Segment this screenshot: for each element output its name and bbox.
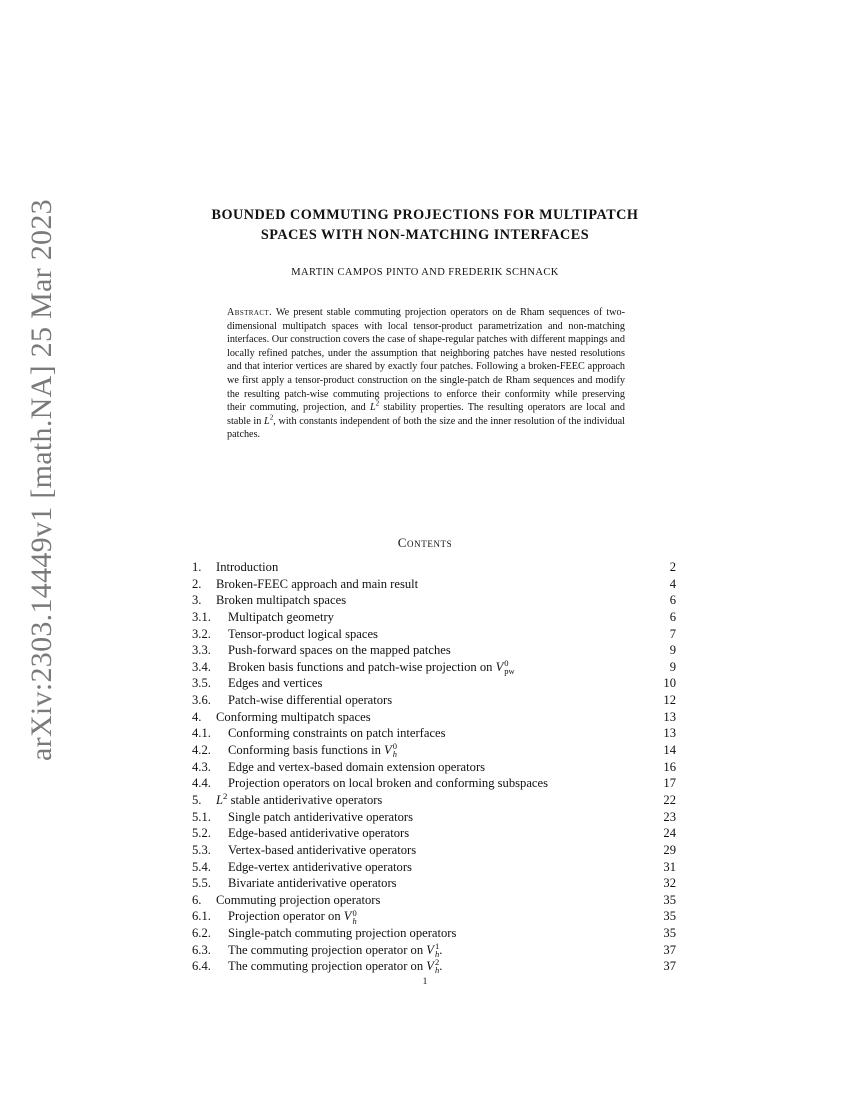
abstract-l2-symbol-2: L [264,415,270,427]
toc-entry-page: 35 [663,926,676,941]
abstract [227,306,625,442]
toc-entry[interactable] [192,675,676,692]
toc-entry[interactable] [192,609,676,626]
toc-entry[interactable] [192,942,676,959]
toc-entry-title [216,892,380,909]
toc-entry-page: 37 [663,942,676,957]
toc-entry-number: 3.2. [192,626,211,641]
paper-authors: MARTIN CAMPOS PINTO AND FREDERIK SCHNACK [291,267,559,278]
toc-math-superscript: 0 [392,741,397,752]
toc-entry-title [228,626,378,643]
toc-math-symbol: V [426,942,434,957]
toc-entry-title-text: Single patch antiderivative operators [228,809,413,824]
toc-entry-title [228,609,334,626]
abstract-text-part1: We present stable commuting projection operators on de Rham sequences of two-dimensional multipatch spaces with local tensor-product parametrization and non-matching interfaces. Our construction covers the case of shape-regular patches with different mappings and locally refined patches, under the assumption that neighboring patches have nested resolutions and that interior vertices are shared by exactly four patches. Following a broken-FEEC approach we first apply a tensor-product construction on the single-patch de Rham sequences and modify the resulting patch-wise commuting projections to enforce their conformity while preserving their commuting, projection, and [227,307,625,414]
abstract-text-part3: , with constants independent of both the size and the inner resolution of the individual patches. [227,415,625,441]
toc-entry[interactable] [192,908,676,925]
toc-entry-page: 29 [663,842,676,857]
toc-entry-title-text: Patch-wise differential operators [228,693,393,708]
toc-entry-number: 6.2. [192,926,211,941]
toc-entry-title-tail: . [439,959,443,974]
toc-entry[interactable] [192,775,676,792]
toc-entry-page: 13 [663,726,676,741]
toc-entry[interactable] [192,958,676,975]
abstract-l2-exponent: 2 [375,399,380,408]
title-line-1: BOUNDED COMMUTING PROJECTIONS FOR MULTIPATCH [211,207,639,223]
contents-heading: Contents [397,535,453,550]
toc-entry-page: 23 [663,809,676,824]
toc-entry[interactable] [192,842,676,859]
toc-entry[interactable] [192,875,676,892]
toc-math-symbol: L [216,792,224,807]
toc-entry-number: 4. [192,709,202,724]
toc-entry-title-text: The commuting projection operator on [228,942,427,957]
toc-entry-title [228,775,548,792]
toc-entry-title-text: Broken multipatch spaces [216,593,347,608]
toc-entry-number: 4.1. [192,726,211,741]
toc-entry-number: 4.3. [192,759,211,774]
toc-entry-title-text: Broken-FEEC approach and main result [216,576,419,591]
toc-math-subscript: pw [504,665,515,676]
toc-entry-title [228,859,412,876]
toc-entry-title [228,809,413,826]
toc-entry-title [228,925,456,942]
toc-entry-title-text: Projection operators on local broken and conforming subspaces [228,776,549,791]
toc-entry-page: 4 [669,576,676,591]
toc-entry-page: 10 [663,676,676,691]
toc-entry-title-text: Edges and vertices [228,676,323,691]
toc-entry-title [216,559,278,576]
toc-entry-title-text: Vertex-based antiderivative operators [228,842,417,857]
toc-entry-title [228,908,357,925]
toc-entry[interactable] [192,725,676,742]
toc-entry-number: 3.4. [192,659,211,674]
toc-entry-number: 5.4. [192,859,211,874]
toc-entry-title-text: The commuting projection operator on [228,959,427,974]
page-number: 1 [422,977,428,987]
toc-math-symbol: V [384,743,392,758]
toc-entry-number: 3.1. [192,609,211,624]
toc-entry[interactable] [192,825,676,842]
toc-entry[interactable] [192,626,676,643]
toc-entry-page: 9 [669,643,676,658]
abstract-heading: Abstract. [227,307,273,318]
toc-entry[interactable] [192,709,676,726]
toc-entry-title-text: Multipatch geometry [228,609,334,624]
toc-math-symbol: V [343,909,352,924]
arxiv-identifier-text: arXiv:2303.14449v1 [math.NA] 25 Mar 2023 [25,199,58,761]
toc-math-subscript: h [352,915,357,926]
toc-entry-title-text: Single-patch commuting projection operators [228,926,457,941]
toc-entry-number: 5. [192,792,202,807]
toc-entry[interactable] [192,576,676,593]
toc-math-superscript: 0 [352,907,357,918]
toc-entry-title-text: Conforming basis functions in [228,743,385,758]
toc-entry-title-text: Commuting projection operators [216,892,381,907]
toc-entry-title [228,692,392,709]
toc-entry-page: 35 [663,909,676,924]
toc-entry-title [228,759,485,776]
toc-entry-title [228,675,322,692]
arxiv-identifier-stamp [0,0,70,1100]
toc-entry-title-text: Tensor-product logical spaces [228,626,378,641]
title-line-2: SPACES WITH NON-MATCHING INTERFACES [260,227,590,243]
toc-entry-title-text: Bivariate antiderivative operators [228,876,397,891]
toc-entry-page: 31 [663,859,676,874]
toc-entry-page: 22 [663,792,676,807]
toc-math-subscript: h [435,948,440,959]
toc-entry-title-text: Edge-vertex antiderivative operators [228,859,412,874]
toc-entry-title-text: Projection operator on [228,909,344,924]
toc-entry[interactable] [192,925,676,942]
toc-entry-title [228,825,409,842]
toc-entry-page: 16 [663,759,676,774]
toc-math-superscript: 2 [435,957,440,968]
toc-entry-number: 6.3. [192,942,211,957]
toc-entry[interactable] [192,809,676,826]
toc-entry[interactable] [192,759,676,776]
toc-entry-page: 37 [663,959,676,974]
toc-math-symbol: V [495,659,504,674]
toc-entry-number: 1. [192,560,202,574]
toc-entry-number: 6. [192,892,202,907]
toc-math-subscript: h [392,749,397,760]
toc-entry-title [228,642,451,659]
toc-entry-title-text: Introduction [216,560,279,574]
abstract-l2-exponent-2: 2 [269,413,274,422]
toc-entry[interactable] [192,642,676,659]
toc-entry-title-text: stable antiderivative operators [227,792,383,807]
abstract-l2-symbol: L [369,402,376,414]
toc-entry-number: 3.5. [192,676,211,691]
toc-entry-page: 24 [663,826,676,841]
toc-entry[interactable] [192,692,676,709]
toc-entry-title-tail: . [439,942,443,957]
toc-entry-number: 5.3. [192,842,211,857]
toc-entry-title [216,792,382,809]
toc-entry-title [216,709,371,726]
toc-entry-page: 6 [669,609,676,624]
toc-entry-number: 5.2. [192,826,211,841]
toc-entry-number: 4.4. [192,776,211,791]
toc-entry-number: 6.1. [192,909,211,924]
toc-entry-number: 3. [192,593,202,608]
toc-entry-page: 32 [663,876,676,891]
toc-entry-number: 6.4. [192,959,211,974]
toc-entry-page: 9 [669,659,676,674]
toc-entry-title-text: Broken basis functions and patch-wise projection on [228,659,496,674]
toc-math-symbol: V [426,959,434,974]
toc-entry-title-text: Edge and vertex-based domain extension operators [228,759,486,774]
toc-entry-number: 5.1. [192,809,211,824]
toc-entry-title-text: Conforming multipatch spaces [216,709,371,724]
toc-entry-title [228,842,416,859]
paper-title [150,205,700,245]
toc-math-superscript: 2 [223,790,228,801]
toc-entry[interactable] [192,559,676,576]
toc-entry-page: 35 [663,892,676,907]
abstract-text-part2: stability properties. The resulting operators are local and stable in [227,402,625,427]
toc-entry[interactable] [192,859,676,876]
toc-entry-number: 3.6. [192,693,211,708]
toc-entry-title [228,958,442,975]
toc-entry-page: 2 [669,560,676,574]
toc-entry-page: 17 [663,776,676,791]
table-of-contents [192,559,676,975]
toc-entry-title [228,725,446,742]
toc-entry-page: 13 [663,709,676,724]
toc-entry-title [228,875,397,892]
toc-math-superscript: 1 [435,940,440,951]
toc-entry-title-text: Edge-based antiderivative operators [228,826,410,841]
toc-entry[interactable] [192,792,676,809]
toc-entry[interactable] [192,892,676,909]
toc-entry-page: 14 [663,743,676,758]
toc-entry[interactable] [192,659,676,676]
toc-entry-page: 7 [669,626,676,641]
toc-entry-title [228,742,397,759]
toc-entry-number: 2. [192,576,202,591]
toc-entry[interactable] [192,742,676,759]
toc-entry[interactable] [192,592,676,609]
toc-entry-title [228,942,442,959]
toc-math-subscript: h [435,965,440,976]
toc-entry-page: 12 [663,693,676,708]
toc-entry-number: 5.5. [192,876,211,891]
toc-entry-number: 4.2. [192,743,211,758]
toc-math-superscript: 0 [504,657,509,668]
toc-entry-page: 6 [669,593,676,608]
toc-entry-title [216,576,418,593]
toc-entry-title [216,592,346,609]
toc-entry-title-text: Conforming constraints on patch interfaces [228,726,446,741]
toc-entry-title-text: Push-forward spaces on the mapped patches [228,643,451,658]
toc-entry-number: 3.3. [192,643,211,658]
toc-entry-title [228,659,515,676]
